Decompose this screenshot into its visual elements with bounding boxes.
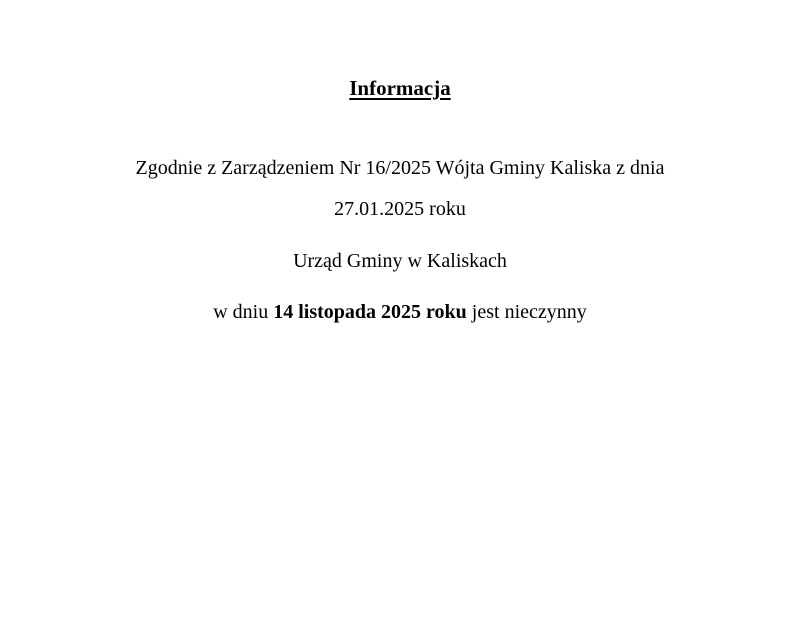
paragraph-office-name: Urząd Gminy w Kaliskach xyxy=(293,250,507,272)
paragraph-closure-notice xyxy=(0,292,800,333)
paragraph-ordinance xyxy=(0,148,800,230)
closure-notice-suffix: jest nieczynny xyxy=(466,301,587,323)
document-title: Informacja xyxy=(349,76,451,100)
paragraph-ordinance-line-1: Zgodnie z Zarządzeniem Nr 16/2025 Wójta Gminy Kaliska z dnia xyxy=(135,157,665,179)
paragraph-ordinance-line-2: 27.01.2025 roku xyxy=(334,198,466,220)
closure-notice-date: 14 listopada 2025 roku xyxy=(273,301,467,323)
closure-notice-prefix: w dniu xyxy=(213,301,274,323)
